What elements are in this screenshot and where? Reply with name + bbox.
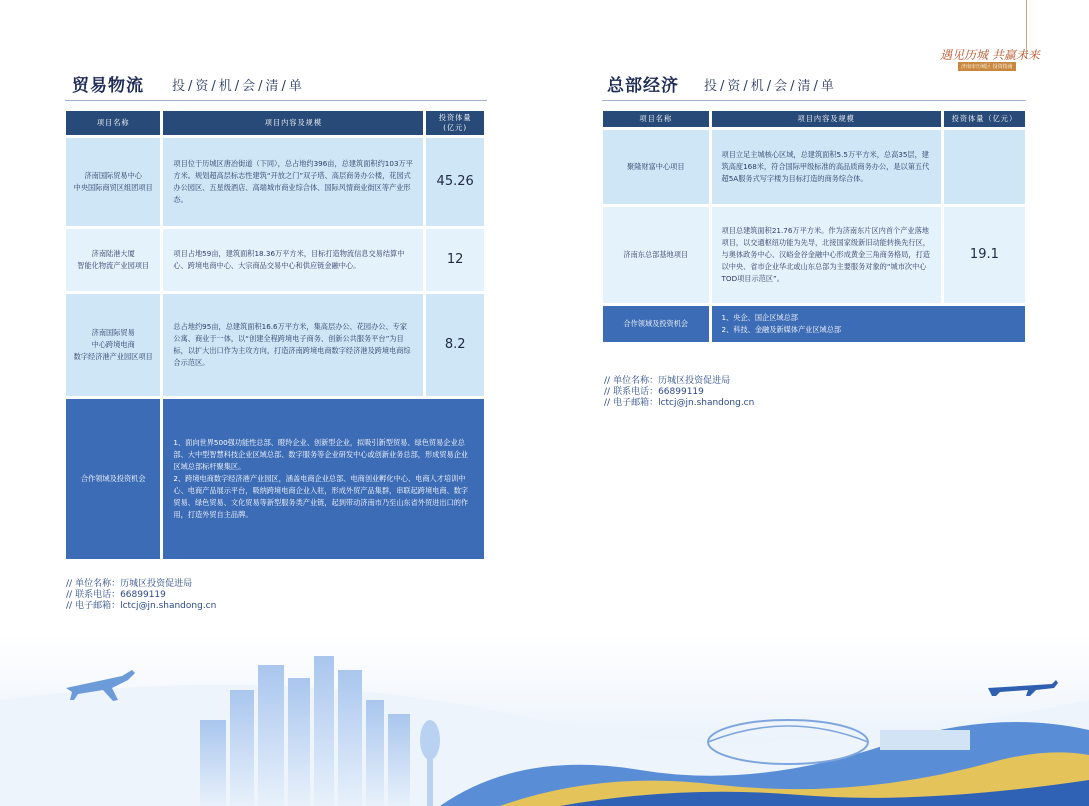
contact-phone: 联系电话：66899119 bbox=[75, 590, 166, 600]
page-subtitle: 投/资/机/会/清/单 bbox=[704, 79, 837, 94]
title-rule bbox=[65, 100, 487, 101]
headquarters-table bbox=[600, 108, 1028, 345]
investment-amount: 12 bbox=[426, 229, 484, 291]
contact-email: 电子邮箱：lctcj@jn.shandong.cn bbox=[75, 601, 217, 611]
contact-info: // 单位名称：历城区投资促进局 // 联系电话：66899119 // 电子邮箱：lctcj@jn.shandong.cn bbox=[66, 579, 217, 611]
cooperation-row bbox=[66, 399, 484, 559]
cooperation-description: 1、央企、国企区域总部 2、科技、金融及新媒体产业区域总部 bbox=[712, 306, 1025, 342]
column-header-content: 项目内容及规模 bbox=[163, 111, 423, 135]
cooperation-row bbox=[603, 306, 1025, 342]
table-row bbox=[603, 130, 1025, 204]
investment-amount bbox=[944, 130, 1025, 204]
column-header-amount: 投资体量 (亿元) bbox=[426, 111, 484, 135]
page-subtitle: 投/资/机/会/清/单 bbox=[172, 79, 305, 94]
table-row bbox=[66, 294, 484, 396]
table-header-row bbox=[603, 111, 1025, 127]
project-name: 济南陆港大厦 智能化物流产业园项目 bbox=[66, 229, 160, 291]
column-header-name: 项目名称 bbox=[603, 111, 709, 127]
table-header-row bbox=[66, 111, 484, 135]
trade-logistics-table bbox=[63, 108, 487, 562]
city-skyline-illustration bbox=[0, 630, 1089, 806]
project-description: 项目总建筑面积21.76万平方米。作为济南东片区内首个产业落地项目，以交通枢纽功能为先导，北接国家级新旧动能转换先行区，与奥体政务中心、汉峪金谷金融中心形成黄金三角商务格局，打造以中央、省市企业华北或山东总部为主要服务对象的“城市次中心TOD项目示范区”。 bbox=[712, 207, 941, 303]
contact-phone: 联系电话：66899119 bbox=[613, 387, 704, 397]
table-row bbox=[66, 229, 484, 291]
project-description: 项目位于历城区唐冶街道（下同），总占地约396亩，总建筑面积约103万平方米。规划超高层标志性建筑“开放之门”双子塔、高层商务办公楼，花园式办公园区、五星级酒店、高端城市商业综合体、国际风情商业街区等产业形态。 bbox=[163, 138, 423, 226]
project-name: 济南东总部基地项目 bbox=[603, 207, 709, 303]
slogan-subtitle: 济南市历城区 投资指南 bbox=[958, 62, 1016, 71]
column-header-name: 项目名称 bbox=[66, 111, 160, 135]
cooperation-label: 合作领域及投资机会 bbox=[603, 306, 709, 342]
title-rule bbox=[602, 100, 1026, 101]
contact-info: // 单位名称：历城区投资促进局 // 联系电话：66899119 // 电子邮箱：lctcj@jn.shandong.cn bbox=[604, 376, 755, 408]
project-name: 济南国际贸易中心 中央国际商贸区组团项目 bbox=[66, 138, 160, 226]
contact-email: 电子邮箱：lctcj@jn.shandong.cn bbox=[613, 398, 755, 408]
project-description: 项目立足主城核心区域，总建筑面积5.5万平方米，总高35层，建筑高度168米，符合国际甲级标准的高品质商务办公，是以第五代超5A服务式写字楼为目标打造的商务综合体。 bbox=[712, 130, 941, 204]
contact-unit: 单位名称：历城区投资促进局 bbox=[75, 579, 193, 589]
investment-amount: 45.26 bbox=[426, 138, 484, 226]
project-name: 聚隆财富中心项目 bbox=[603, 130, 709, 204]
project-name: 济南国际贸易 中心跨境电商 数字经济港产业园区项目 bbox=[66, 294, 160, 396]
column-header-amount: 投资体量（亿元） bbox=[944, 111, 1025, 127]
column-header-content: 项目内容及规模 bbox=[712, 111, 941, 127]
table-row bbox=[603, 207, 1025, 303]
investment-amount: 19.1 bbox=[944, 207, 1025, 303]
page-title: 总部经济 bbox=[607, 76, 679, 96]
cooperation-label: 合作领域及投资机会 bbox=[66, 399, 160, 559]
slogan-logo: 遇见历城 共赢未来 bbox=[940, 48, 1040, 62]
project-description: 项目占地59亩，建筑面积18.36万平方米，目标打造物流信息交易结算中心、跨境电商中心、大宗商品交易中心和供应链金融中心。 bbox=[163, 229, 423, 291]
page-title: 贸易物流 bbox=[72, 76, 144, 96]
cooperation-description: 1、面向世界500强功能性总部、瞪羚企业、创新型企业，拟吸引新型贸易、绿色贸易企业总部、大中型智慧科技企业区域总部、数字服务等企业研发中心或创新业务总部，形成贸易企业区域总部标杆聚集区。 2、跨境电商数字经济港产业园区，涵盖电商企业总部、电商创业孵化中心、电商人才培训中心、电商产品展示平台，吸纳跨境电商企业入驻，形成外贸产品集群，串联起跨境电商、数字贸易、绿色贸易、文化贸易等新型服务类产业链，起到带动济南市乃至山东省外贸进出口的作用，打造外贸自主品牌。 bbox=[163, 399, 484, 559]
investment-amount: 8.2 bbox=[426, 294, 484, 396]
table-row bbox=[66, 138, 484, 226]
contact-unit: 单位名称：历城区投资促进局 bbox=[613, 376, 731, 386]
project-description: 总占地约95亩，总建筑面积16.6万平方米，集高层办公、花园办公、专家公寓、商业于一体，以“创建全程跨境电子商务、创新公共服务平台”为目标，以扩大出口作为主攻方向，打造济南跨境电商数字经济港及跨境电商综合示范区。 bbox=[163, 294, 423, 396]
